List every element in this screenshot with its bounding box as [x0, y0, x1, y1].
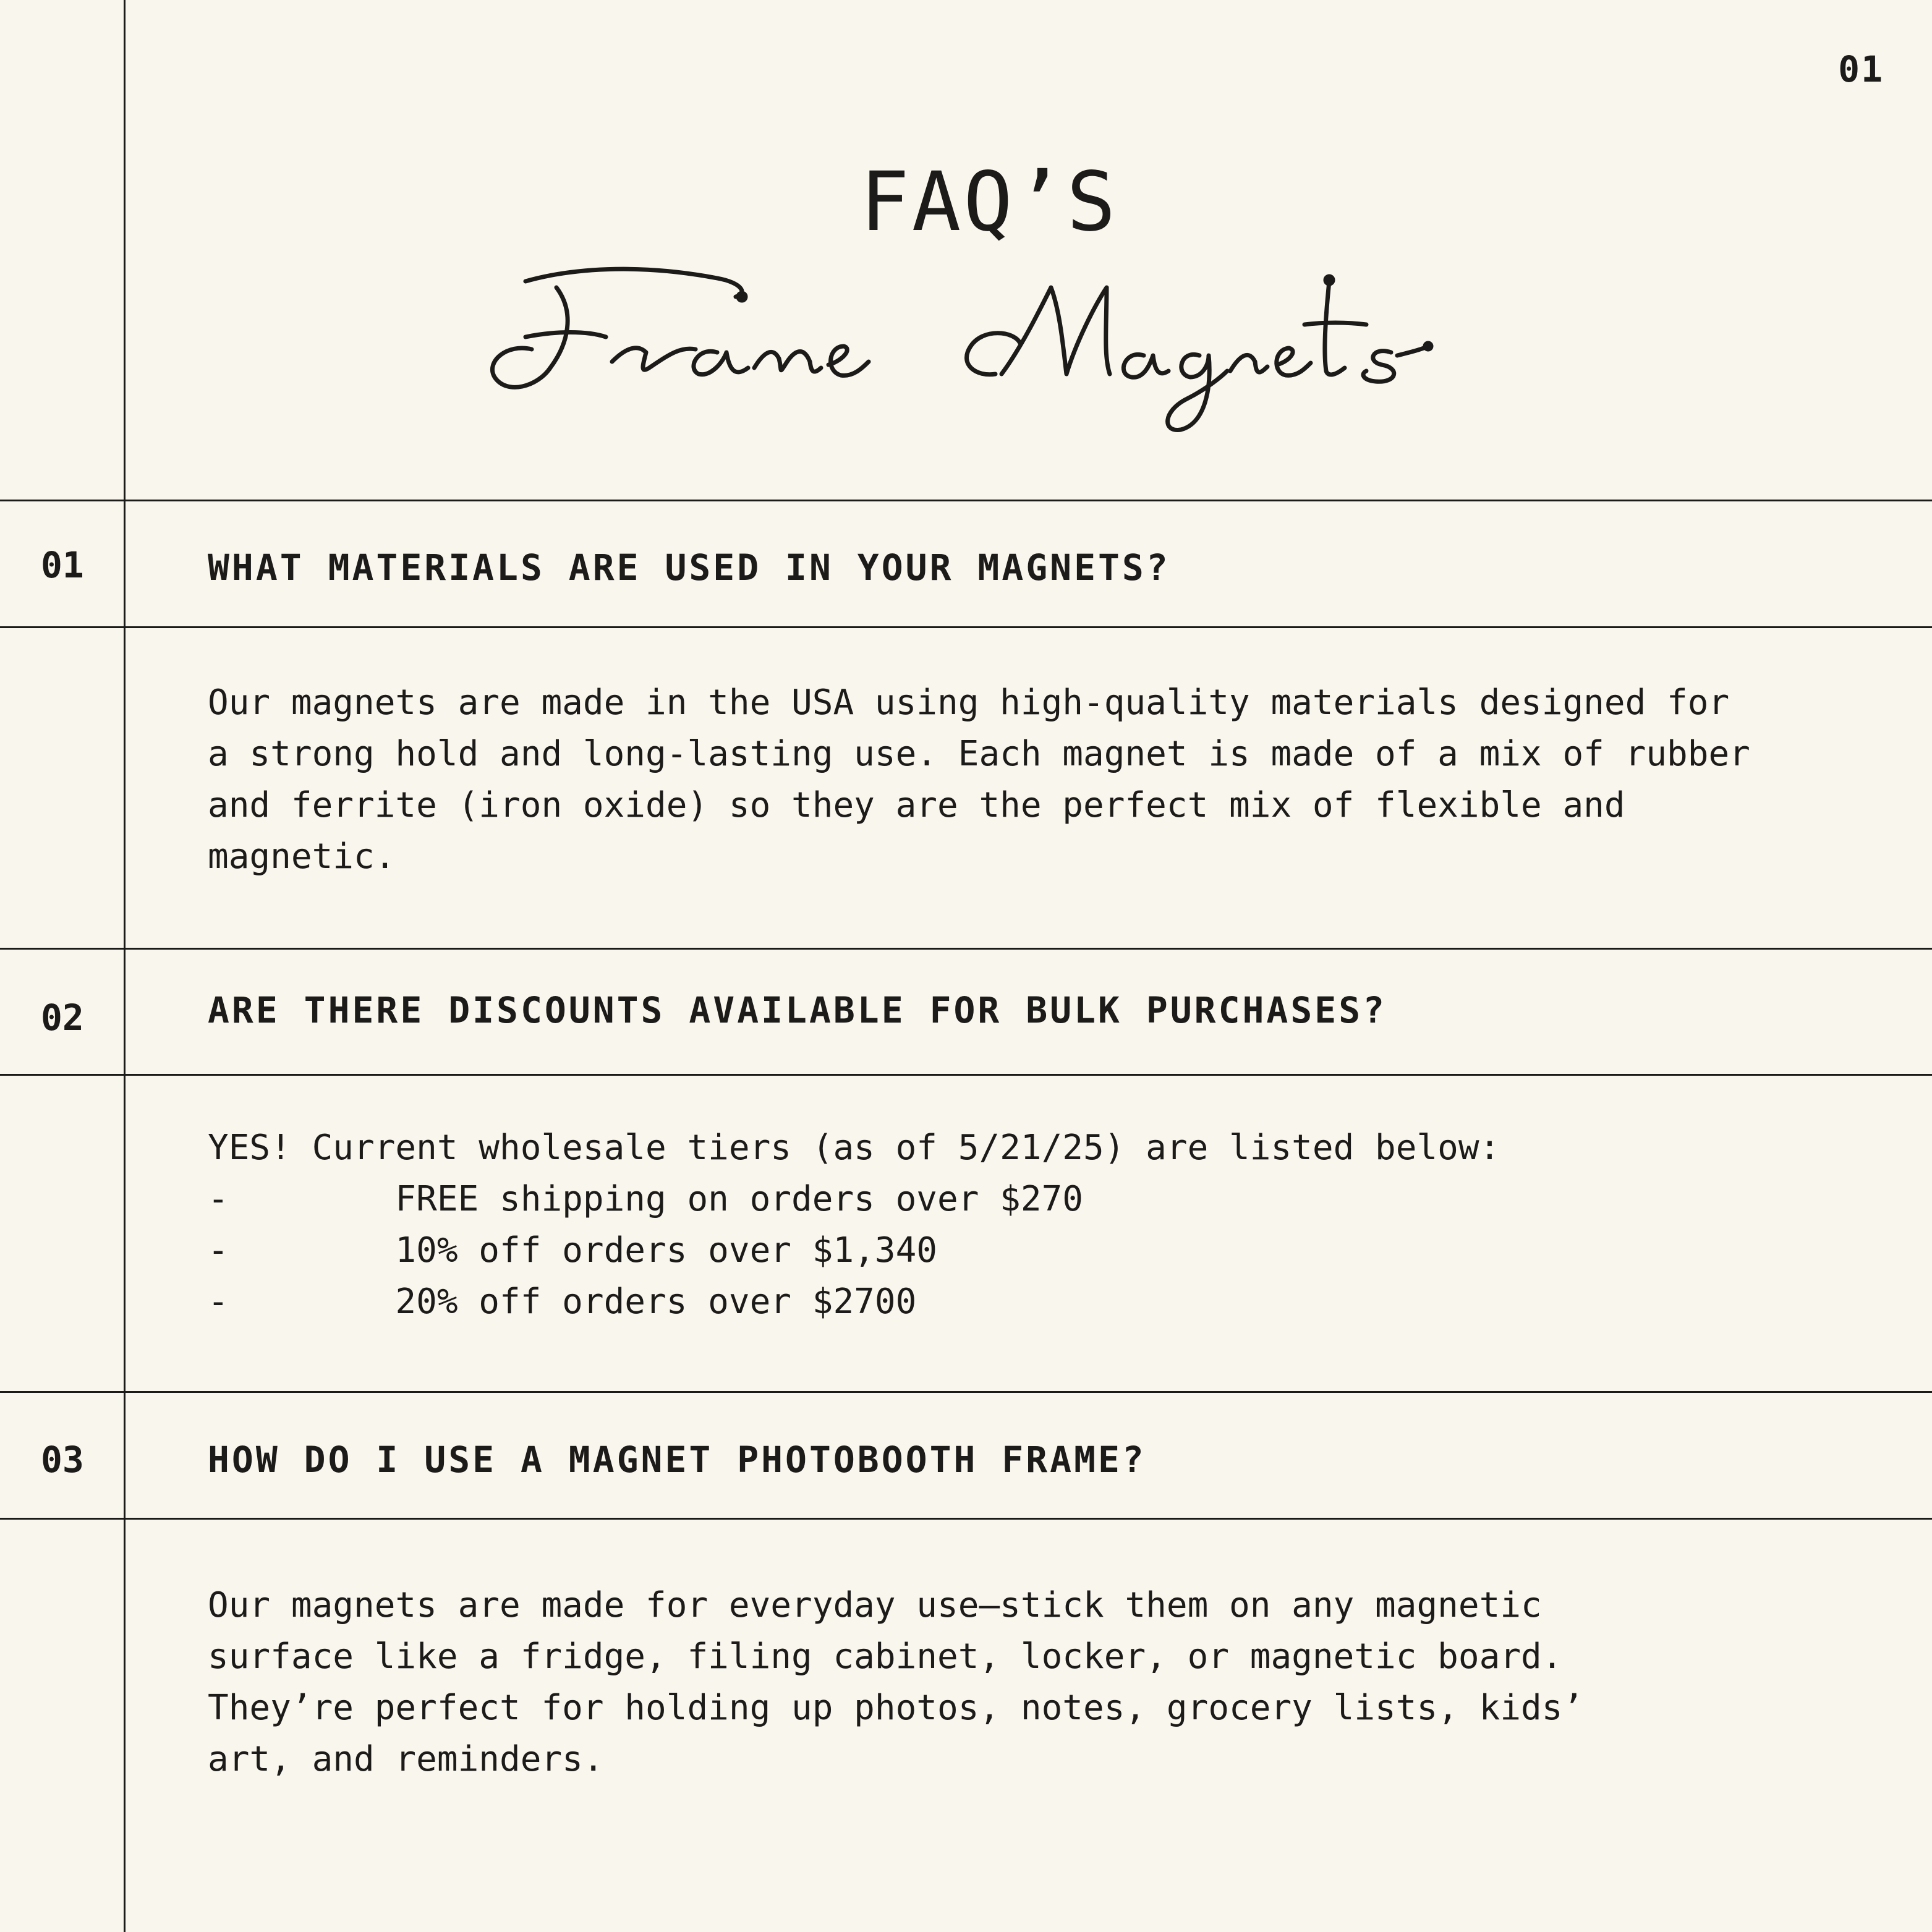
faq-question: ARE THERE DISCOUNTS AVAILABLE FOR BULK PURCHASES? — [208, 989, 1387, 1031]
faq-answer-line: They’re perfect for holding up photos, notes, grocery lists, kids’ — [208, 1688, 1584, 1728]
divider — [0, 948, 1932, 950]
divider — [0, 626, 1932, 628]
faq-answer — [208, 677, 1750, 882]
faq-answer-line: - FREE shipping on orders over $270 — [208, 1179, 1084, 1219]
faq-number: 03 — [41, 1439, 84, 1481]
page-number: 01 — [1838, 48, 1884, 90]
faq-answer-line: Our magnets are made in the USA using high-quality materials designed for — [208, 683, 1730, 723]
divider — [0, 1391, 1932, 1393]
faq-answer-line: - 20% off orders over $2700 — [208, 1282, 917, 1322]
faq-question: WHAT MATERIALS ARE USED IN YOUR MAGNETS? — [208, 547, 1170, 589]
script-subtitle-lettering — [482, 244, 1459, 442]
page-title: FAQ’S — [860, 155, 1118, 250]
faq-answer-line: Our magnets are made for everyday use—stick them on any magnetic — [208, 1585, 1542, 1625]
divider — [0, 500, 1932, 501]
faq-answer — [208, 1580, 1583, 1785]
divider — [0, 1074, 1932, 1076]
faq-answer-line: YES! Current wholesale tiers (as of 5/21/25) are listed below: — [208, 1128, 1500, 1168]
faq-answer-line: surface like a fridge, filing cabinet, locker, or magnetic board. — [208, 1636, 1563, 1677]
faq-number: 01 — [41, 544, 84, 586]
divider — [0, 1518, 1932, 1520]
faq-answer-line: magnetic. — [208, 836, 396, 877]
faq-answer-line: art, and reminders. — [208, 1739, 604, 1779]
faq-number: 02 — [41, 997, 84, 1039]
faq-answer-line: - 10% off orders over $1,340 — [208, 1230, 938, 1270]
left-margin-rule — [124, 0, 126, 1932]
faq-answer-line: a strong hold and long-lasting use. Each magnet is made of a mix of rubber — [208, 734, 1750, 774]
faq-answer-line: and ferrite (iron oxide) so they are the perfect mix of flexible and — [208, 785, 1625, 825]
faq-answer — [208, 1122, 1500, 1327]
faq-question: HOW DO I USE A MAGNET PHOTOBOOTH FRAME? — [208, 1439, 1146, 1481]
